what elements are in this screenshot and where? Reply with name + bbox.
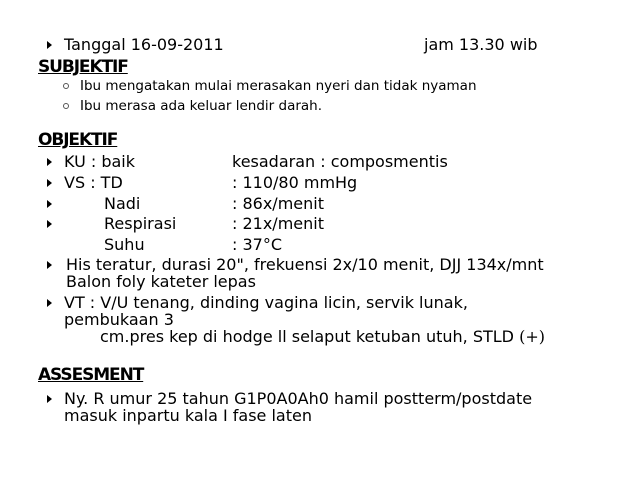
circle-bullet-icon — [62, 98, 70, 114]
bullet-arrow-icon — [44, 195, 54, 213]
stld-result-text: (+) — [519, 327, 545, 346]
nadi-value: : 86x/menit — [232, 194, 324, 213]
bullet-arrow-icon — [44, 174, 54, 192]
subjektif-item-1: Ibu mengatakan mulai merasakan nyeri dan tidak nyaman — [80, 78, 477, 94]
circle-bullet-icon — [62, 78, 70, 94]
presentasi-text — [100, 328, 545, 346]
suhu-value: : 37°C — [232, 235, 283, 254]
assesment-line-2: masuk inpartu kala I fase laten — [64, 406, 312, 425]
his-text: His teratur, durasi 20", frekuensi 2x/10 menit, DJJ 134x/mnt — [66, 255, 544, 274]
assesment-heading: ASSESMENT — [38, 365, 144, 385]
pembukaan-text: pembukaan 3 — [64, 310, 174, 329]
td-value: : 110/80 mmHg — [232, 173, 358, 192]
bullet-arrow-icon — [44, 153, 54, 171]
bullet-arrow-icon — [44, 294, 54, 312]
kesadaran-value: kesadaran : composmentis — [232, 152, 448, 171]
assesment-line-1: Ny. R umur 25 tahun G1P0A0Ah0 hamil postterm/postdate — [64, 389, 533, 408]
subjektif-item-2: Ibu merasa ada keluar lendir darah. — [80, 98, 323, 114]
balon-text: Balon foly kateter lepas — [66, 272, 256, 291]
bullet-arrow-icon — [44, 215, 54, 233]
respirasi-value: : 21x/menit — [232, 214, 324, 233]
presentasi-main-text: cm.pres kep di hodge ll selaput ketuban utuh, STLD — [100, 327, 514, 346]
bullet-arrow-icon — [44, 256, 54, 274]
tanggal-text: Tanggal 16-09-2011 — [64, 35, 224, 54]
bullet-arrow-icon — [44, 390, 54, 408]
suhu-label: Suhu — [104, 235, 145, 254]
vs-label: VS : TD — [64, 173, 123, 192]
vt-text: VT : V/U tenang, dinding vagina licin, servik lunak, — [64, 293, 468, 312]
respirasi-label: Respirasi — [104, 214, 177, 233]
bullet-arrow-icon — [44, 36, 54, 54]
objektif-heading: OBJEKTIF — [38, 130, 118, 150]
jam-text: jam 13.30 wib — [424, 35, 538, 54]
ku-label: KU : baik — [64, 152, 136, 171]
nadi-label: Nadi — [104, 194, 141, 213]
subjektif-heading: SUBJEKTIF — [38, 57, 128, 77]
